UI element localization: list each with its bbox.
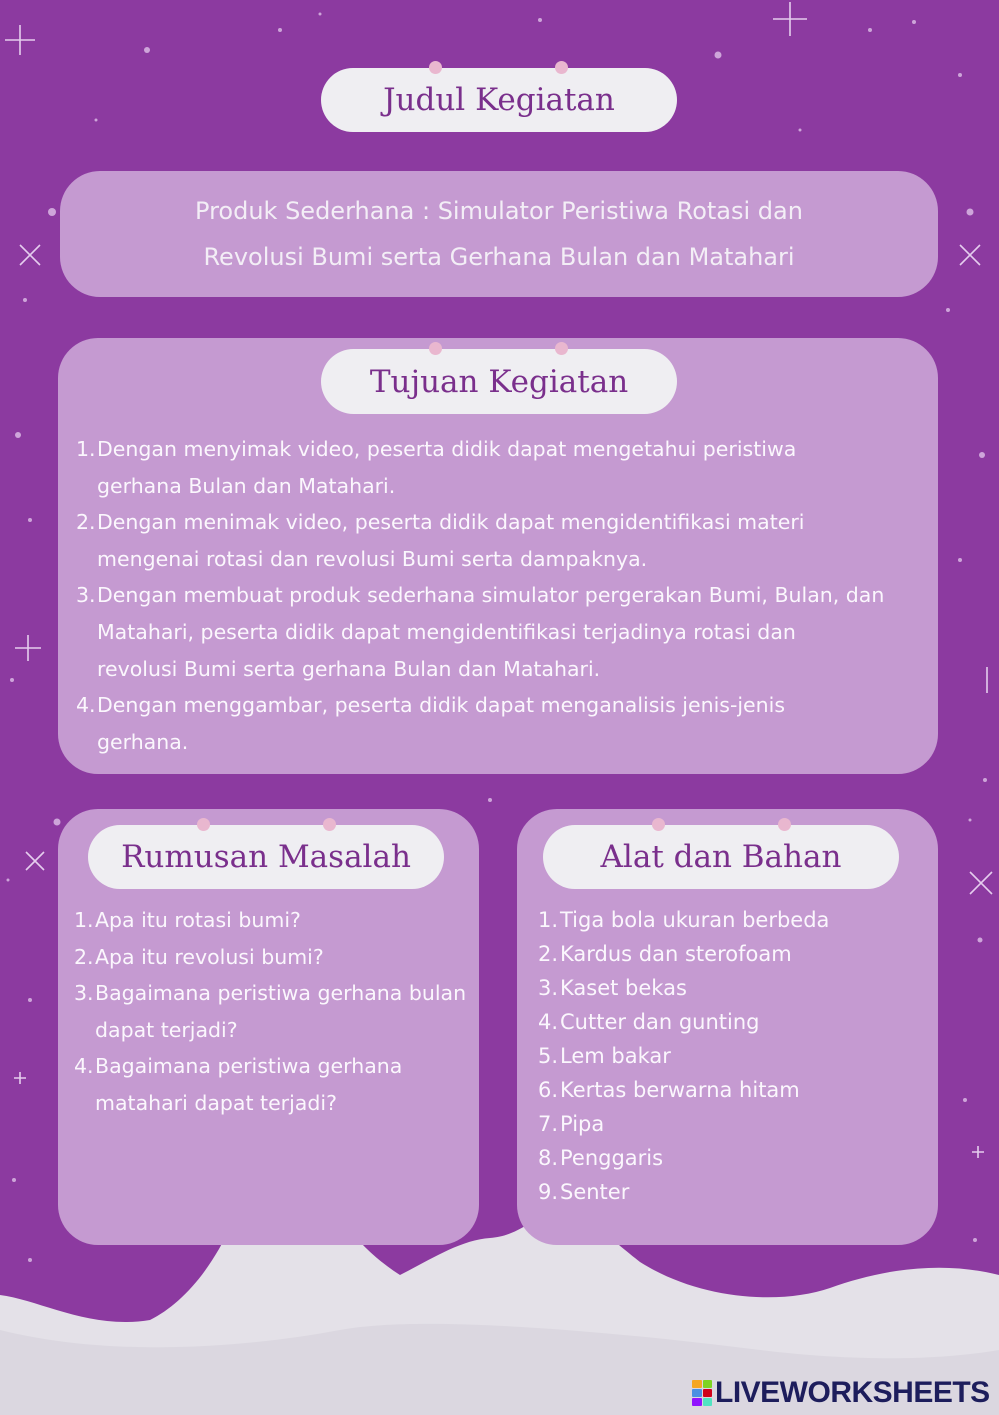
judul-kegiatan-pill — [321, 68, 677, 132]
item-number: 8. — [538, 1146, 559, 1170]
item-number: 2. — [74, 944, 94, 969]
rumusan-masalah-pill — [88, 825, 444, 889]
item-text: revolusi Bumi serta gerhana Bulan dan Matahari. — [97, 656, 601, 681]
item-text: gerhana. — [97, 729, 189, 754]
pin-dot — [323, 818, 336, 831]
list-item — [74, 975, 474, 1048]
pin-dot — [429, 61, 442, 74]
activity-title-card — [60, 171, 938, 297]
list-item — [538, 1005, 918, 1039]
item-number: 6. — [538, 1078, 559, 1102]
item-text: Kardus dan sterofoam — [560, 942, 792, 966]
item-text: Dengan membuat produk sederhana simulator pergerakan Bumi, Bulan, dan — [97, 583, 885, 608]
alat-bahan-heading: Alat dan Bahan — [600, 839, 842, 875]
list-item — [74, 939, 474, 976]
item-text: Cutter dan gunting — [560, 1010, 760, 1034]
item-text: Bagaimana peristiwa gerhana bulan — [95, 981, 467, 1005]
item-text: Apa itu revolusi bumi? — [95, 944, 324, 969]
item-text: Bagaimana peristiwa gerhana — [95, 1054, 403, 1078]
activity-title-line-2: Revolusi Bumi serta Gerhana Bulan dan Matahari — [203, 243, 795, 271]
item-number: 1. — [76, 437, 96, 461]
alat-bahan-list — [538, 903, 918, 1209]
item-number: 9. — [538, 1180, 559, 1204]
item-text: Penggaris — [560, 1146, 664, 1170]
item-number: 4. — [76, 693, 96, 718]
tujuan-kegiatan-pill — [321, 349, 677, 414]
liveworksheets-logo-text: LIVEWORKSHEETS — [715, 1376, 990, 1409]
list-item — [538, 1107, 918, 1141]
tujuan-kegiatan-heading: Tujuan Kegiatan — [369, 363, 629, 400]
item-text: Dengan menyimak video, peserta didik dapat mengetahui peristiwa — [97, 437, 797, 461]
tujuan-list — [76, 431, 916, 760]
list-item — [76, 687, 916, 760]
item-text: Dengan menimak video, peserta didik dapat mengidentifikasi materi — [97, 510, 805, 535]
list-item — [76, 504, 916, 577]
item-number: 2. — [538, 942, 559, 966]
rumusan-masalah-heading: Rumusan Masalah — [121, 839, 411, 875]
list-item — [538, 971, 918, 1005]
item-text: Dengan menggambar, peserta didik dapat menganalisis jenis-jenis — [97, 693, 786, 718]
item-number: 4. — [74, 1054, 94, 1078]
list-item — [76, 431, 916, 504]
list-item — [538, 1039, 918, 1073]
list-item — [74, 1048, 474, 1121]
item-text: dapat terjadi? — [95, 1017, 238, 1042]
item-number: 3. — [76, 583, 96, 608]
item-number: 5. — [538, 1044, 559, 1068]
pin-dot — [555, 61, 568, 74]
rumusan-list — [74, 902, 474, 1121]
list-item — [538, 937, 918, 971]
liveworksheets-logo — [692, 1376, 990, 1410]
item-number: 4. — [538, 1010, 559, 1034]
list-item — [538, 903, 918, 937]
item-number: 7. — [538, 1112, 559, 1136]
item-number: 3. — [74, 981, 94, 1005]
item-number: 1. — [74, 908, 94, 932]
item-text: Kertas berwarna hitam — [560, 1078, 800, 1102]
item-number: 2. — [76, 510, 96, 535]
item-number: 3. — [538, 976, 559, 1000]
activity-title-line-1: Produk Sederhana : Simulator Peristiwa Rotasi dan — [195, 197, 803, 225]
item-text: Tiga bola ukuran berbeda — [560, 908, 830, 932]
judul-kegiatan-heading: Judul Kegiatan — [383, 82, 615, 118]
list-item — [76, 577, 916, 687]
list-item — [538, 1175, 918, 1209]
list-item — [538, 1141, 918, 1175]
item-text: Pipa — [560, 1112, 605, 1136]
alat-bahan-pill — [543, 825, 899, 889]
item-text: matahari dapat terjadi? — [95, 1090, 337, 1115]
liveworksheets-logo-icon — [692, 1380, 712, 1406]
pin-dot — [197, 818, 210, 831]
item-text: gerhana Bulan dan Matahari. — [97, 473, 396, 498]
pin-dot — [652, 818, 665, 831]
pin-dot — [778, 818, 791, 831]
item-text: Matahari, peserta didik dapat mengidentifikasi terjadinya rotasi dan — [97, 619, 796, 644]
list-item — [74, 902, 474, 939]
list-item — [538, 1073, 918, 1107]
item-text: Senter — [560, 1180, 630, 1204]
pin-dot — [429, 342, 442, 355]
item-text: mengenai rotasi dan revolusi Bumi serta dampaknya. — [97, 546, 648, 571]
pin-dot — [555, 342, 568, 355]
item-text: Kaset bekas — [560, 976, 687, 1000]
item-text: Apa itu rotasi bumi? — [95, 908, 301, 932]
item-number: 1. — [538, 908, 559, 932]
item-text: Lem bakar — [560, 1044, 671, 1068]
